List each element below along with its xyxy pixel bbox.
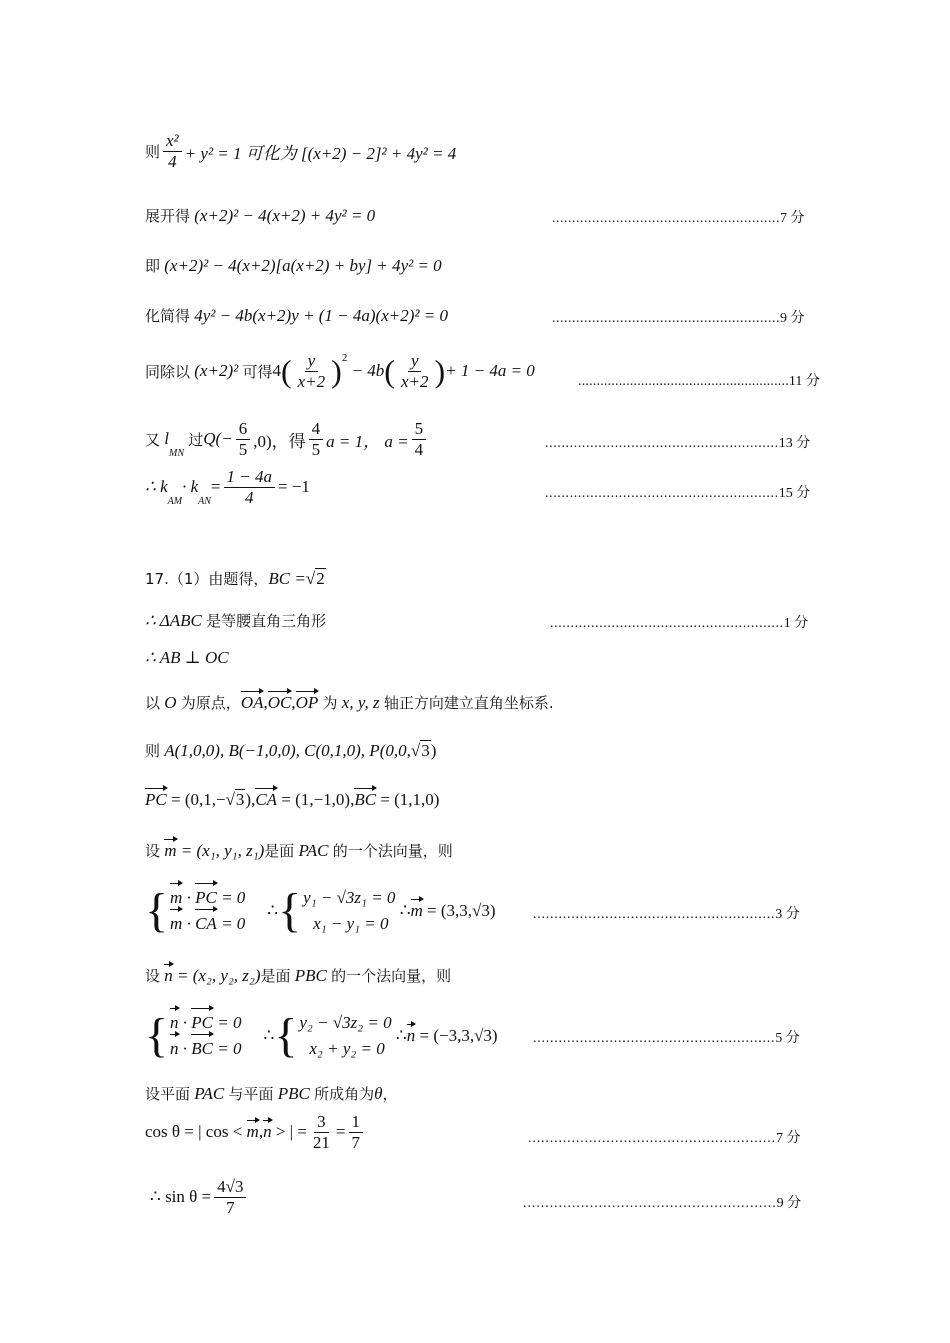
row: m · CA = 0 xyxy=(170,911,245,937)
p17-line11 xyxy=(150,1178,249,1217)
vector: n xyxy=(170,1036,179,1062)
text: 的一个法向量，则 xyxy=(332,842,453,860)
expr: ∴ xyxy=(395,1026,407,1046)
system xyxy=(170,1010,241,1063)
system xyxy=(303,885,395,938)
score-1 xyxy=(550,612,808,632)
expr: (x+2)² − 4(x+2)[a(x+2) + by] + 4y² = 0 xyxy=(164,255,442,275)
expr: l xyxy=(164,429,169,449)
score-label: 1 分 xyxy=(783,616,809,631)
expr: cos θ = | cos < xyxy=(145,1122,243,1142)
expr: PBC xyxy=(277,1083,310,1103)
num: 4 xyxy=(309,420,324,440)
p17-system2 xyxy=(145,1010,498,1063)
vector: m xyxy=(164,840,177,860)
text: 是等腰直角三角形 xyxy=(206,612,327,630)
vector: m xyxy=(170,911,182,937)
expr: ∴ AB ⊥ OC xyxy=(145,648,229,667)
score-label: 9 分 xyxy=(776,1196,802,1211)
expr: (x+2)² − 4(x+2) + 4y² = 0 xyxy=(194,205,376,225)
expr: PAC xyxy=(194,1083,225,1103)
eq-line-ie xyxy=(145,255,442,276)
dots: ......................................................... xyxy=(545,436,779,451)
expr: ∴ ΔABC xyxy=(145,610,202,630)
expr: = 0 xyxy=(221,888,246,907)
vector: n xyxy=(263,1122,272,1142)
score-11 xyxy=(578,370,820,390)
paren: ( xyxy=(384,353,395,390)
text: 设 xyxy=(145,842,161,860)
expr: = (1,1,0) xyxy=(380,790,440,809)
vector: PC xyxy=(195,885,217,911)
fraction xyxy=(236,420,251,459)
radicand: 3 xyxy=(235,790,245,809)
num: 1 − 4a xyxy=(224,468,275,488)
score-label: 5 分 xyxy=(775,1031,800,1046)
den: 4 xyxy=(414,439,424,459)
text: 轴正方向建立直角坐标系. xyxy=(383,694,554,712)
expr: Q(− xyxy=(203,429,233,449)
score-label: 9 分 xyxy=(780,311,805,326)
system xyxy=(299,1010,391,1063)
coef: 4 xyxy=(272,361,281,381)
row: n · BC = 0 xyxy=(170,1036,241,1062)
p17-line6 xyxy=(145,790,439,810)
text: 设平面 xyxy=(145,1085,191,1103)
den: x+2 xyxy=(400,371,429,391)
eq-line-ellipse xyxy=(145,132,456,171)
expr: = xyxy=(210,477,221,497)
vector: n xyxy=(170,1010,179,1036)
expr: PAC xyxy=(298,840,329,860)
expr: O xyxy=(164,692,177,712)
num: 5 xyxy=(412,420,427,440)
row: x₂ + y₂ = 0 xyxy=(309,1039,385,1059)
paren: ) xyxy=(331,353,342,390)
expr: = −1 xyxy=(277,477,310,497)
text: 的一个法向量，则 xyxy=(331,967,452,985)
expr: ) xyxy=(430,740,437,760)
score-label: 11 分 xyxy=(788,374,820,389)
num: 3 xyxy=(314,1113,329,1133)
vector: OC xyxy=(267,692,292,712)
score-15 xyxy=(545,482,810,502)
den: 4 xyxy=(168,151,177,171)
sqrt: √3 xyxy=(410,740,430,760)
vector: BC xyxy=(354,790,377,809)
eq-line-divide: 同除以 (x+2)² 可得 4 ( $\frac{y}{x+2}$ ) $^2$ − 4b ( $\frac{y}{x+2}$ ) + 1 − 4a = 0 xyxy=(145,351,535,391)
dots: ......................................................... xyxy=(552,211,780,226)
expr: A(1,0,0), B(−1,0,0), C(0,1,0), P(0,0, xyxy=(164,740,411,760)
text: 17.（1）由题得， xyxy=(145,570,269,588)
text: 为 xyxy=(322,694,338,712)
den: 7 xyxy=(351,1132,360,1152)
expr: = (x₂, y₂, z₂) xyxy=(177,965,261,985)
vector: PC xyxy=(145,790,167,809)
row: n · PC = 0 xyxy=(170,1010,241,1036)
brace: { xyxy=(145,1009,169,1063)
eq-line-expand xyxy=(145,205,375,226)
score-9b xyxy=(523,1192,801,1212)
dots: ......................................................... xyxy=(528,1131,776,1146)
num: y xyxy=(408,352,422,372)
num: 6 xyxy=(236,420,251,440)
expr: a = 1， a = xyxy=(326,431,409,451)
score-3 xyxy=(533,903,800,923)
vector: OA xyxy=(240,692,264,712)
text: 设 xyxy=(145,967,161,985)
sqrt: √2 xyxy=(305,568,325,588)
dots: ......................................................... xyxy=(533,907,776,922)
den: x+2 xyxy=(297,371,326,391)
paren: ) xyxy=(434,353,446,390)
brace: { xyxy=(145,884,169,938)
expr: = 0 xyxy=(221,914,246,934)
vector: n xyxy=(406,1026,416,1046)
p17-line5 xyxy=(145,740,436,761)
eq-line-Q xyxy=(145,420,429,459)
expr: ∴ xyxy=(399,901,411,921)
text: 化简得 xyxy=(145,307,191,325)
expr: = (0,1,− xyxy=(170,790,226,809)
den: 21 xyxy=(312,1132,330,1152)
text: 即 xyxy=(145,257,161,275)
paren: ( xyxy=(280,353,292,390)
vector: BC xyxy=(191,1036,213,1062)
text: 可得 xyxy=(242,362,273,381)
text: 是面 xyxy=(260,967,291,985)
p17-line7 xyxy=(145,840,453,861)
text: 则 xyxy=(145,142,161,161)
dots: ......................................................... xyxy=(533,1031,776,1046)
expr: + y² = 1 可化为 [(x+2) − 2]² + 4y² = 4 xyxy=(184,143,457,163)
text: 又 xyxy=(145,430,161,449)
p17-line10 xyxy=(145,1113,366,1152)
sub: AN xyxy=(198,495,211,507)
p17-line8 xyxy=(145,965,451,986)
text: 为原点， xyxy=(180,694,241,712)
vector: OP xyxy=(295,692,319,712)
fraction xyxy=(309,420,324,459)
expr: BC = xyxy=(268,568,306,588)
score-7 xyxy=(552,207,805,227)
expr: ), xyxy=(245,790,256,809)
score-label: 15 分 xyxy=(778,486,811,501)
expr: = (3,3,√3) xyxy=(427,901,496,921)
p17-line1 xyxy=(145,568,326,589)
text: 展开得 xyxy=(145,207,191,225)
fraction xyxy=(295,352,329,391)
vector: n xyxy=(164,965,173,985)
score-13 xyxy=(545,432,810,452)
row: x₁ − y₁ = 0 xyxy=(313,914,389,934)
fraction xyxy=(398,352,432,391)
p17-line3 xyxy=(145,648,229,668)
vector: CA xyxy=(195,911,217,937)
score-label: 7 分 xyxy=(780,211,805,226)
text: 同除以 xyxy=(145,362,191,381)
therefore: ∴ xyxy=(263,1026,275,1046)
expr: − 4b xyxy=(351,361,385,381)
text: 所成角为 xyxy=(314,1085,375,1103)
fraction xyxy=(412,420,427,459)
expr: + 1 − 4a = 0 xyxy=(445,361,535,381)
den: 4 xyxy=(244,487,254,507)
vector: m xyxy=(246,1122,259,1142)
vector: PC xyxy=(191,1010,213,1036)
text: 以 xyxy=(145,694,161,712)
expr: x, y, z xyxy=(341,692,380,712)
expr: = (1,−1,0), xyxy=(281,790,355,809)
num: y xyxy=(305,352,319,372)
p17-line2 xyxy=(145,610,326,631)
expr: ∴ k xyxy=(145,477,168,497)
fraction xyxy=(214,1178,246,1217)
fraction xyxy=(163,132,182,171)
score-label: 13 分 xyxy=(778,436,811,451)
score-5 xyxy=(533,1027,800,1047)
den: 7 xyxy=(226,1197,235,1217)
sqrt: √3 xyxy=(225,790,245,809)
eq-line-simplify xyxy=(145,305,448,326)
vector: m xyxy=(410,901,423,921)
p17-system1 xyxy=(145,885,496,938)
den: 5 xyxy=(311,439,321,459)
score-label: 3 分 xyxy=(775,907,800,922)
expr: θ xyxy=(374,1083,383,1103)
expr: 4y² − 4b(x+2)y + (1 − 4a)(x+2)² = 0 xyxy=(194,305,448,325)
expr: = xyxy=(335,1122,346,1142)
num: 4√3 xyxy=(214,1178,246,1198)
dots: ......................................................... xyxy=(578,374,789,389)
expr: PBC xyxy=(294,965,327,985)
expr: = 0 xyxy=(217,1013,242,1032)
text: 过 xyxy=(188,430,204,449)
p17-line9 xyxy=(145,1083,397,1104)
expr: > | = xyxy=(275,1122,307,1142)
dots: ......................................................... xyxy=(552,311,780,326)
text: 与平面 xyxy=(228,1085,274,1103)
expr: = (x₁, y₁, z₁) xyxy=(180,840,265,860)
brace: { xyxy=(274,1009,298,1063)
dots: ......................................................... xyxy=(545,486,779,501)
score-9 xyxy=(552,307,805,327)
row: y₂ − √3z₂ = 0 xyxy=(299,1013,392,1032)
expr: (x+2)² xyxy=(194,361,239,381)
radicand: 2 xyxy=(316,568,325,588)
dots: ......................................................... xyxy=(523,1196,777,1211)
num: 1 xyxy=(349,1113,364,1133)
den: 5 xyxy=(238,439,248,459)
text: 则 xyxy=(145,742,161,760)
system xyxy=(170,885,245,938)
sub: AM xyxy=(167,495,183,507)
fraction xyxy=(310,1113,333,1152)
p17-line4: 以 O 为原点， OA , OC , OP 为 x, y, z 轴正方向建立直角坐标系. xyxy=(145,692,554,712)
text: ， xyxy=(382,1085,398,1103)
row: y₁ − √3z₁ = 0 xyxy=(303,888,396,907)
score-label: 7 分 xyxy=(775,1131,801,1146)
expr: = 0 xyxy=(217,1039,242,1059)
expr: ,0)，得 xyxy=(253,431,306,451)
expr: ∴ sin θ = xyxy=(150,1187,212,1207)
therefore: ∴ xyxy=(267,901,279,921)
num: x² xyxy=(163,132,182,152)
brace: { xyxy=(278,884,302,938)
radicand: 3 xyxy=(421,740,430,760)
fraction xyxy=(349,1113,364,1152)
vector: m xyxy=(170,885,182,911)
sub: MN xyxy=(169,447,184,459)
text: 是面 xyxy=(264,842,295,860)
expr: , xyxy=(258,1122,264,1142)
fraction xyxy=(224,468,275,507)
eq-line-k xyxy=(145,468,310,507)
row: m · PC = 0 xyxy=(170,885,245,911)
expr: = (−3,3,√3) xyxy=(419,1026,498,1046)
score-7b xyxy=(528,1127,800,1147)
dots: ......................................................... xyxy=(550,616,784,631)
expr: · k xyxy=(182,477,199,497)
vector: CA xyxy=(255,790,278,809)
